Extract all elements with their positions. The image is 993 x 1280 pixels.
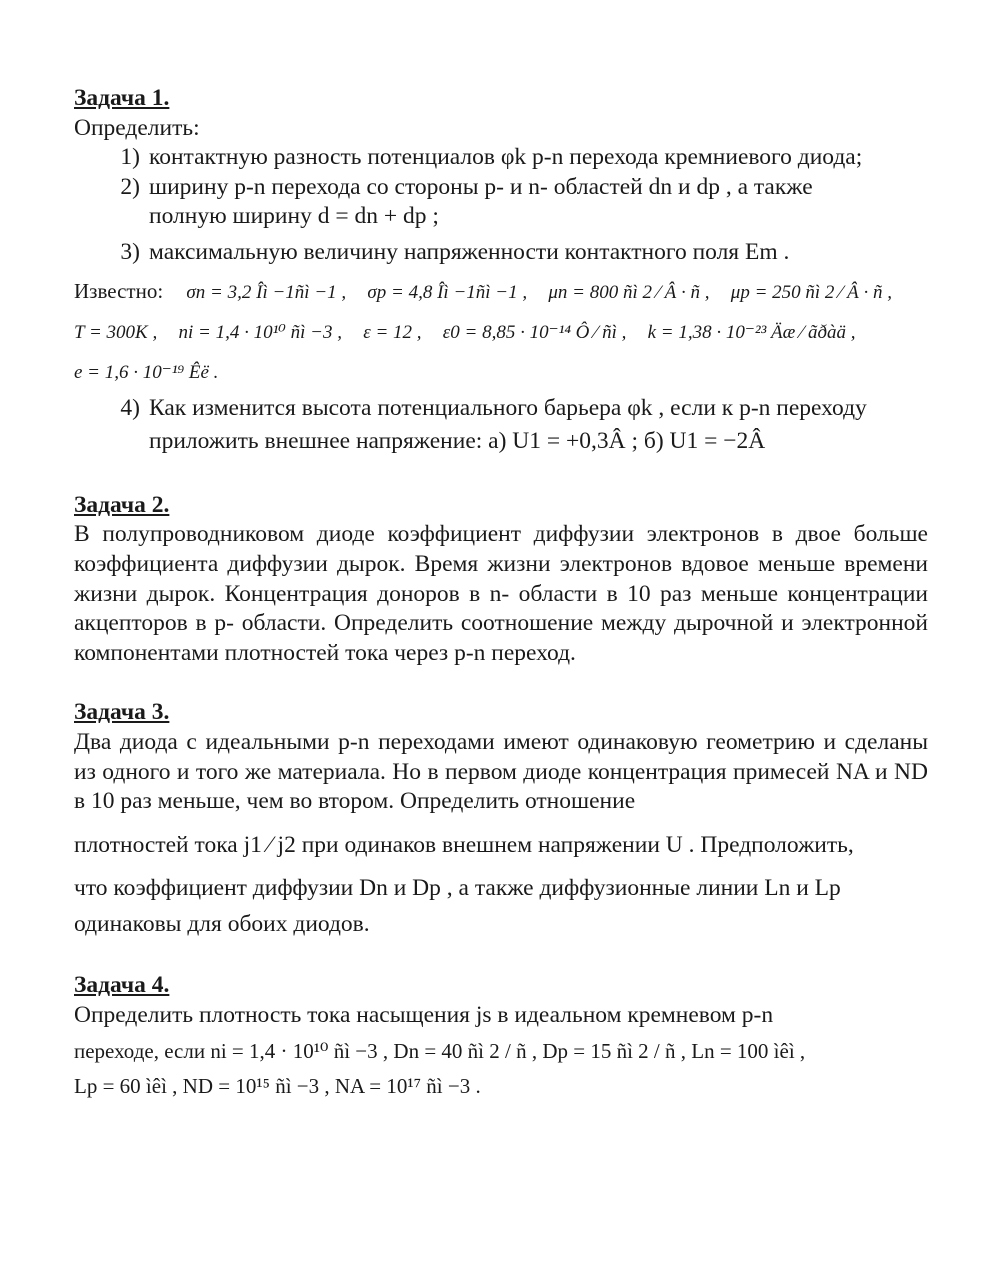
task4-heading: Задача 4.	[74, 972, 170, 999]
item-number: 1)	[120, 144, 140, 171]
task3-ratio-line: плотностей тока j1 ⁄ j2 при одинаков внешнем напряжении U . Предположить,	[74, 831, 854, 858]
item-text: Как изменится высота потенциального барьера φk , если к p-n переходу	[149, 394, 867, 421]
item-number: 3)	[120, 238, 140, 265]
item-text: контактную разность потенциалов φk p-n перехода кремниевого диода;	[149, 144, 863, 171]
task3-text: Два диода с идеальными p-n переходами имеют одинаковую геометрию и сделаны из одного и того же материала. Но в первом диоде концентрация примесей NA и ND в 10 раз меньше, чем во втором. Определить отношение	[74, 728, 928, 815]
mu-p-value: μp = 250 ñì 2 ⁄ Â · ñ ,	[730, 281, 892, 303]
item-number: 4)	[120, 394, 140, 421]
task4-line-2: переходе, если ni = 1,4 · 10¹⁰ ñì −3 , Dn = 40 ñì 2 / ñ , Dp = 15 ñì 2 / ñ , Ln = 100 ìêì ,	[74, 1038, 806, 1063]
task2-heading: Задача 2.	[74, 491, 170, 518]
task1-intro: Определить:	[74, 114, 200, 141]
task1-item-3	[74, 238, 928, 268]
task1-item-1	[74, 143, 928, 173]
epsilon0-value: ε0 = 8,85 · 10⁻¹⁴ Ô ⁄ ñì ,	[442, 321, 627, 343]
known-values-line-2	[74, 312, 928, 352]
task1-item-4-cont	[74, 427, 928, 457]
task1-item-4	[74, 394, 928, 424]
task3-heading: Задача 3.	[74, 699, 170, 726]
mu-n-value: μn = 800 ñì 2 ⁄ Â · ñ ,	[548, 281, 710, 303]
task2-text: В полупроводниковом диоде коэффициент диффузии электронов в двое больше коэффициента диффузии дырок. Время жизни электронов вдовое меньше времени жизни дырок. Концентрация доноров в n- области в 10 раз меньше концентрации акцепторов в p- области. Определить соотношение между дырочной и электронной компонентами плотностей тока через p-n переход.	[74, 521, 928, 666]
item-text: максимальную величину напряженности контактного поля Em .	[149, 238, 790, 265]
known-values-line-3	[74, 352, 928, 392]
task3-final-line: одинаковы для обоих диодов.	[74, 910, 370, 937]
task1-heading: Задача 1.	[74, 85, 170, 111]
temperature-value: T = 300K ,	[74, 321, 158, 343]
task1-item-2	[74, 173, 928, 203]
item-text: приложить внешнее напряжение: а) U1 = +0,3Â ; б) U1 = −2Â	[149, 428, 766, 455]
epsilon-value: ε = 12 ,	[363, 321, 422, 343]
item-number	[74, 202, 149, 232]
known-label: Известно:	[74, 278, 164, 303]
item-number: 2)	[120, 173, 140, 200]
boltzmann-value: k = 1,38 · 10⁻²³ Äæ ⁄ ãðàä ,	[647, 321, 856, 343]
known-values-line-1	[74, 272, 928, 312]
item-text: полную ширину d = dn + dp ;	[149, 203, 439, 230]
task3-diffusion-line: что коэффициент диффузии Dn и Dp , а также диффузионные линии Ln и Lp	[74, 875, 841, 902]
task4-line-3: Lp = 60 ìêì , ND = 10¹⁵ ñì −3 , NA = 10¹⁷ ñì −3 .	[74, 1074, 481, 1099]
ni-value: ni = 1,4 · 10¹⁰ ñì −3 ,	[178, 321, 342, 343]
document-page	[74, 84, 928, 1102]
sigma-n-value: σn = 3,2 Îì −1ñì −1 ,	[186, 281, 347, 303]
item-text: ширину p-n перехода со стороны p- и n- областей dn и dp , а также	[149, 173, 813, 200]
charge-value: e = 1,6 · 10⁻¹⁹ Êë .	[74, 361, 219, 383]
task4-line-1: Определить плотность тока насыщения js в идеальном кремневом p-n	[74, 1002, 774, 1029]
sigma-p-value: σp = 4,8 Îì −1ñì −1 ,	[367, 281, 528, 303]
task1-item-2-cont	[74, 202, 928, 232]
